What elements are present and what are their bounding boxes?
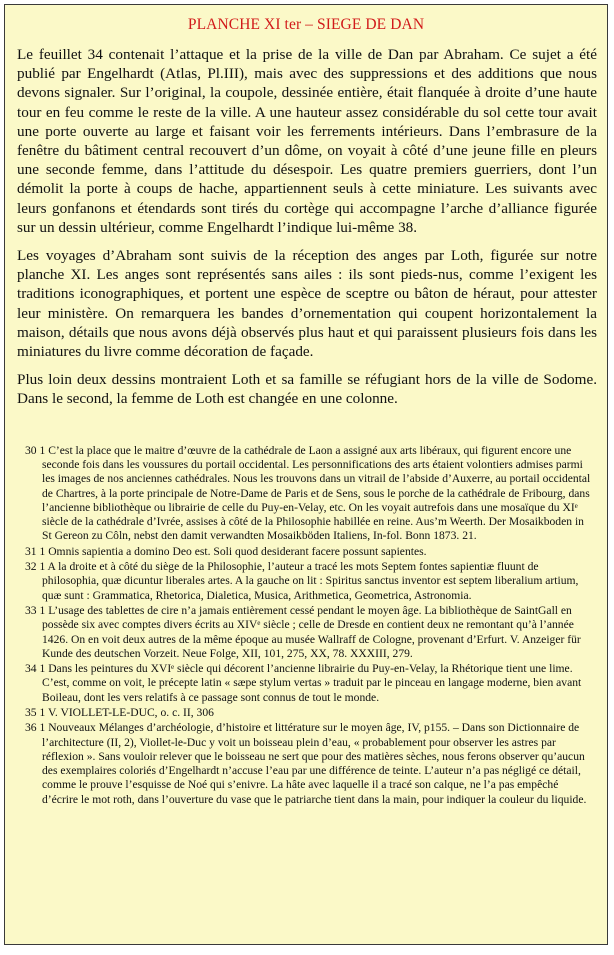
footnote-32: 32 1 A la droite et à côté du siège de la Philosophie, l’auteur a tracé les mots Septem fontes sapientiæ fluunt de philosophia, quæ dicuntur liberales artes. A la gauche on lit : Spiritus sanctus inventor est septem liberalium artium, quæ sunt : Grammatica, Rhetorica, Dialetica, Musica, Arithmetica, Geometrica, Astronomia.: [25, 560, 579, 602]
footnote-30: 30 1 C’est la place que le maitre d’œuvre de la cathédrale de Laon a assigné aux arts libéraux, qui figurent encore une seconde fois dans les voussures du portail occidental. Les personnifications des arts étaient volontiers admises parmi les images de nos anciennes cathédrales. Nous les trouvons dans un vitrail de l’abside d’Auxerre, au portail occidental de Chartres, à la porte principale de Notre-Dame de Paris et de Sens, sous le porche de la cathédrale de Fribourg, dans l’ancienne bibliothèque ou librairie de celle du Puy-en-Velay, etc. On les voyait autrefois dans une mosaïque du XIᵉ siècle de la cathédrale d’Ivrée, assises à côté de la Philosophie habillée en reine. Aus’m Weerth. Der Mosaikboden in St Gereon zu Côln, nebst den damit verwandten Mosaikböden Italiens, In-fol. Bonn 1873. 21.: [25, 443, 591, 543]
footnotes: [5, 444, 607, 807]
paragraph-3: Plus loin deux dessins montraient Loth et sa famille se réfugiant hors de la ville de Sodome. Dans le second, la femme de Loth est changée en une colonne.: [17, 371, 597, 408]
footnote-36: 36 1 Nouveaux Mélanges d’archéologie, d’histoire et littérature sur le moyen âge, IV, p155. – Dans son Dictionnaire de l’architecture (II, 2), Viollet-le-Duc y voit un boisseau plein d’eau, « probablement pour observer les astres par réflexion ». Sans vouloir relever que le boisseau ne sert que pour des matières sèches, nous ferons observer qu’aucun des exemplaires coloriés d’Engelhardt n’accuse l’eau par une différence de teinte. L’auteur n’a pas négligé ce détail, comme le prouve l’esquisse de Noé qui s’enivre. La hâte avec laquelle il a tracé son calque, ne l’a pas empêché d’écrire le mot roth, dans l’ouverture du vase que le patriarche tient dans la main, pour indiquer la couleur du liquide.: [25, 721, 587, 806]
main-text: [5, 45, 607, 409]
footnote-34: 34 1 Dans les peintures du XVIᵉ siècle qui décorent l’ancienne librairie du Puy-en-Velay, la Rhétorique tient une lime. C’est, comme on voit, le précepte latin « sæpe stylum vertas » traduit par le pinceau en langage moderne, bien avant Boileau, dont les vers relatifs à ce passage sont connus de tout le monde.: [25, 662, 582, 704]
paragraph-2: Les voyages d’Abraham sont suivis de la réception des anges par Loth, figurée sur notre planche XI. Les anges sont représentés sans ailes : ils sont pieds-nus, comme l’exigent les traditions iconographiques, et portent une espèce de sceptre ou bâton de héraut, pour attester leur ministère. On remarquera les bandes d’ornementation qui coupent horizontalement la maison, détails que nous avons déjà observés plus haut et qui paraissent plusieurs fois dans les miniatures du livre comme décoration de façade.: [17, 247, 597, 361]
paragraph-1: Le feuillet 34 contenait l’attaque et la prise de la ville de Dan par Abraham. Ce sujet a été publié par Engelhardt (Atlas, Pl.III), mais avec des suppressions et des additions que nous devons signaler. Sur l’original, la coupole, dessinée entière, était flanquée à droite d’une haute tour en feu comme le reste de la ville. A une hauteur assez considérable du sol cette tour avait une porte ouverte au large et faisant voir les ferrements intérieurs. Dans l’embrasure de la fenêtre du bâtiment central recouvert d’un dôme, on voyait à côté d’une jeune fille en pleurs une seconde femme, dans l’attitude du désespoir. Les quatre premiers guerriers, dont l’un démolit la porte à coups de hache, appartiennent seuls à cette miniature. Les suivants avec leurs gonfanons et étendards sont tirés du cortège qui accompagne l’arche d’alliance figurée sur un dessin ultérieur, comme Engelhardt l’indique lui-même 38.: [17, 46, 597, 236]
page-title: PLANCHE XI ter – SIEGE DE DAN: [187, 16, 425, 33]
footnote-35: 35 1 V. VIOLLET-LE-DUC, o. c. II, 306: [25, 706, 214, 719]
document-page: [4, 4, 608, 945]
footnote-31: 31 1 Omnis sapientia a domino Deo est. Soli quod desiderant facere possunt sapientes.: [25, 544, 427, 558]
footnote-33: 33 1 L’usage des tablettes de cire n’a jamais entièrement cessé pendant le moyen âge. La bibliothèque de SaintGall en possède six avec comptes divers écrits au XIVᵉ siècle ; celle de Dresde en contient deux ne remontant qu’à l’année 1426. On en voit deux autres de la même époque au musée Wallraff de Cologne, provenant d’Erfurt. V. Anzeiger für Kunde des deutschen Vorzeit. Neue Folge, XII, 101, 275, XX, 78. XXXIII, 279.: [25, 603, 581, 660]
